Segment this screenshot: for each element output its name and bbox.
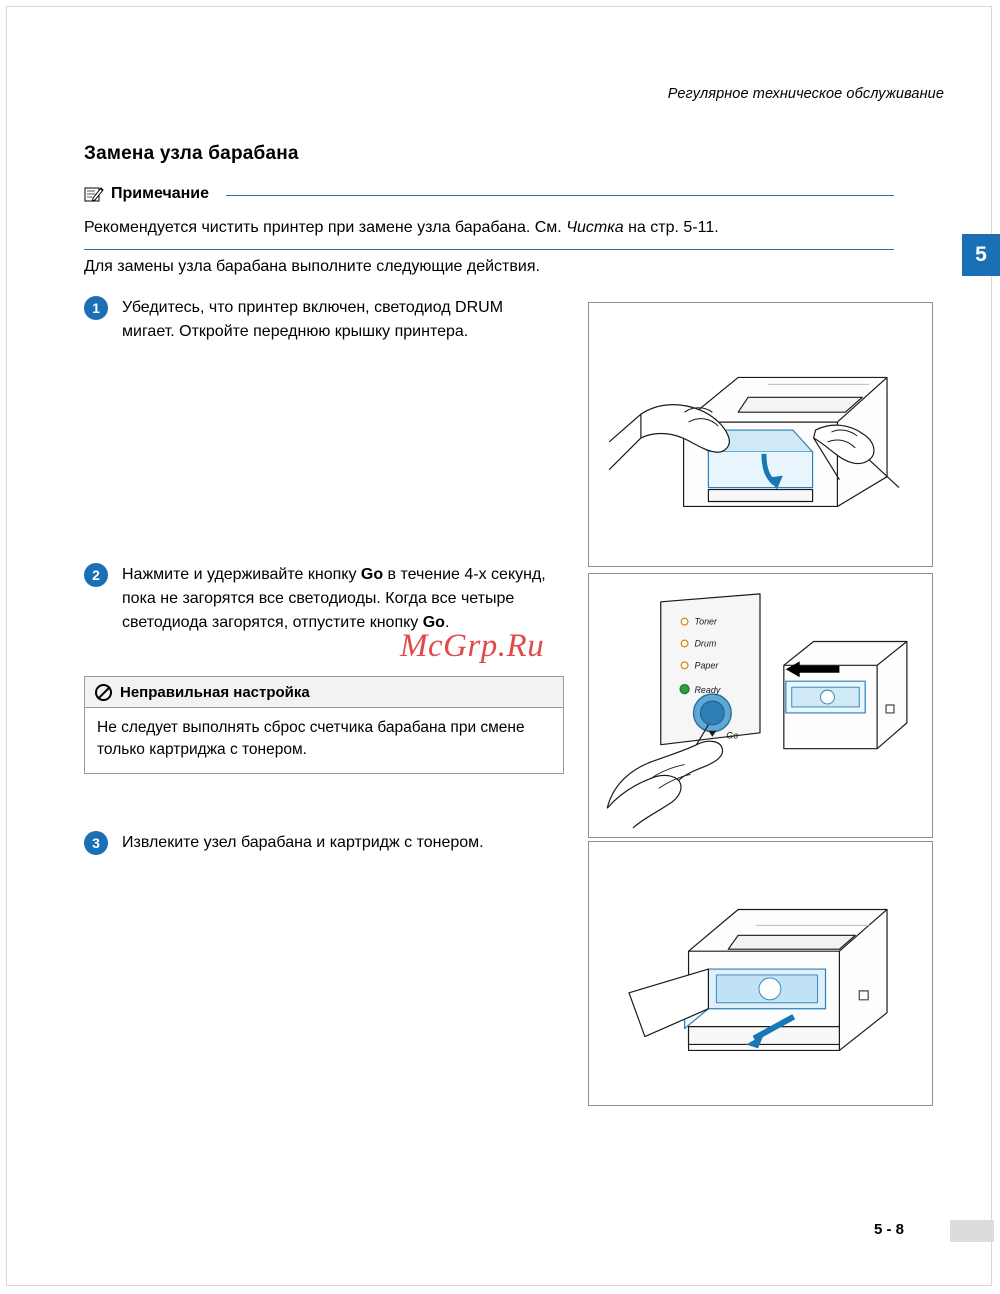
fig2-led-label-drum: Drum	[694, 638, 717, 649]
step-2-text	[122, 563, 554, 635]
fig2-go-button-label: Go	[726, 730, 739, 741]
figure-open-front-cover	[588, 302, 933, 567]
step-2-number: 2	[84, 563, 108, 587]
chapter-tab: 5	[962, 234, 1000, 276]
step-2	[84, 563, 554, 635]
watermark: McGrp.Ru	[400, 628, 545, 664]
note-block	[84, 182, 894, 250]
note-text-italic: Чистка	[566, 219, 624, 236]
note-text-after: на стр. 5-11.	[623, 219, 719, 236]
step-2-bold-go-2: Go	[422, 614, 445, 631]
note-divider-bottom	[84, 249, 894, 250]
page-title: Замена узла барабана	[84, 143, 299, 164]
fig2-led-label-paper: Paper	[694, 660, 719, 671]
figure-press-go-button	[588, 573, 933, 838]
note-body	[84, 216, 894, 239]
note-header	[84, 182, 894, 206]
step-2-text-part2: в течение 4-х секунд, пока не загорятся все светодиоды. Когда все четыре светодиода загорятся, отпустите кнопку	[122, 566, 546, 631]
improper-setup-title: Неправильная настройка	[120, 684, 310, 701]
step-3-text: Извлеките узел барабана и картридж с тонером.	[122, 834, 484, 851]
improper-setup-body: Не следует выполнять сброс счетчика барабана при смене только картриджа с тонером.	[97, 719, 525, 759]
figure-remove-drum-unit	[588, 841, 933, 1106]
fig2-led-label-toner: Toner	[694, 616, 718, 627]
page-number: 5 - 8	[873, 1221, 904, 1238]
note-text-before: Рекомендуется чистить принтер при замене узла барабана. См.	[84, 219, 567, 236]
step-1	[84, 296, 554, 344]
fig2-led-label-ready: Ready	[694, 685, 721, 696]
step-2-text-part3: .	[444, 614, 450, 631]
footer-edge-bar	[950, 1220, 994, 1242]
note-divider-top	[226, 195, 894, 196]
intro-paragraph: Для замены узла барабана выполните следующие действия.	[84, 258, 540, 275]
step-3	[84, 831, 554, 855]
running-header: Регулярное техническое обслуживание	[667, 86, 944, 102]
step-3-number: 3	[84, 831, 108, 855]
improper-setup-box	[84, 676, 564, 774]
prohibition-icon	[95, 684, 112, 701]
note-pencil-icon	[84, 185, 104, 204]
step-2-text-part1: Нажмите и удерживайте кнопку	[122, 566, 361, 583]
improper-setup-header	[85, 677, 563, 708]
step-1-number: 1	[84, 296, 108, 320]
step-1-text: Убедитесь, что принтер включен, светодиод DRUM мигает. Откройте переднюю крышку принтера.	[122, 299, 504, 340]
step-2-bold-go-1: Go	[360, 566, 384, 583]
note-label: Примечание	[111, 185, 210, 202]
